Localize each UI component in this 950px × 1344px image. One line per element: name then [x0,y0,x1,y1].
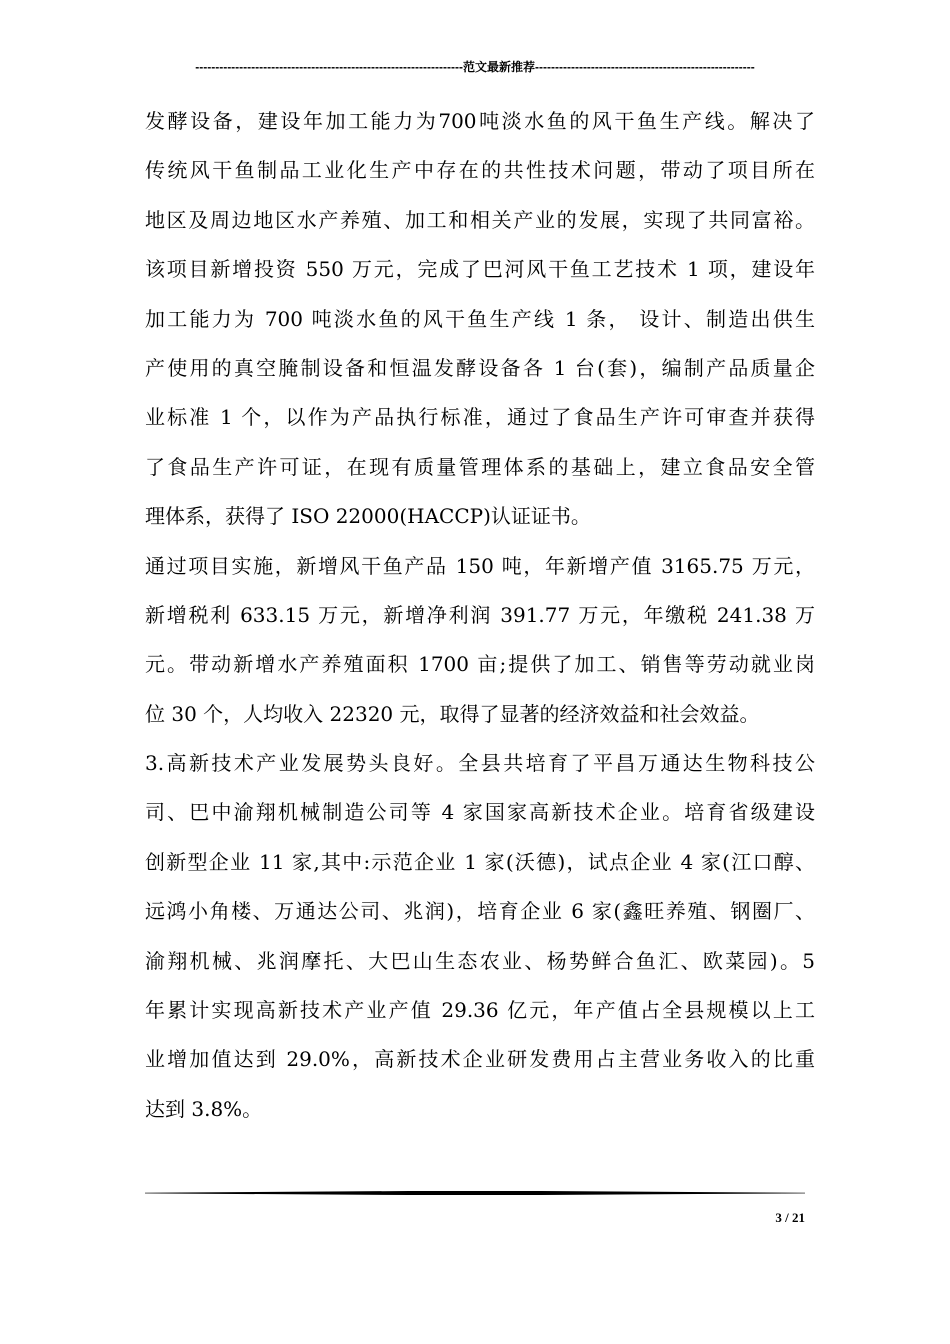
document-body [145,97,815,1134]
text-line: 加工能力为 700 吨淡水鱼的风干鱼生产线 1 条， 设计、制造出供生 [145,306,815,331]
header-left-rule: ------------------------------------------------------------------- [195,60,463,74]
text-line: 地区及周边地区水产养殖、加工和相关产业的发展，实现了共同富裕。 [145,207,815,232]
text-line: 新增税利 633.15 万元，新增净利润 391.77 万元，年缴税 241.38 万 [145,602,815,627]
text-line: 通过项目实施，新增风干鱼产品 150 吨，年新增产值 3165.75 万元， [145,553,815,578]
text-line: 业标准 1 个，以作为产品执行标准，通过了食品生产许可审查并获得 [145,405,815,430]
paragraph-project [145,97,815,542]
text-line: 了食品生产许可证，在现有质量管理体系的基础上，建立食品安全管 [145,454,815,479]
text-line: 传统风干鱼制品工业化生产中存在的共性技术问题，带动了项目所在 [145,158,815,183]
text-line: 年累计实现高新技术产业产值 29.36 亿元，年产值占全县规模以上工 [145,998,815,1023]
text-line: 远鸿小角楼、万通达公司、兆润)，培育企业 6 家(鑫旺养殖、钢圈厂、 [145,899,815,924]
text-line: 达到 3.8%。 [145,1096,263,1121]
text-line: 位 30 个，人均收入 22320 元，取得了显著的经济效益和社会效益。 [145,701,760,726]
footer-divider [145,1191,805,1195]
text-line: 发酵设备，建设年加工能力为700吨淡水鱼的风干鱼生产线。解决了 [145,109,815,133]
text-line: 该项目新增投资 550 万元，完成了巴河风干鱼工艺技术 1 项，建设年 [145,257,815,282]
paragraph-high-tech [145,739,815,1134]
text-line: 业增加值达到 29.0%，高新技术企业研发费用占主营业务收入的比重 [145,1047,815,1072]
text-line: 元。带动新增水产养殖面积 1700 亩;提供了加工、销售等劳动就业岗 [145,652,815,677]
paragraph-results [145,542,815,740]
page-header [145,57,805,77]
text-line: 创新型企业 11 家,其中:示范企业 1 家(沃德)，试点企业 4 家(江口醇、 [145,849,815,874]
header-title: 范文最新推荐 [462,60,535,74]
header-right-rule: ------------------------------------------------------- [534,60,755,74]
text-line: 渝翔机械、兆润摩托、大巴山生态农业、杨势鲜合鱼汇、欧菜园)。5 [145,948,815,973]
page-number: 3 / 21 [775,1210,805,1225]
text-line: 3.高新技术产业发展势头良好。全县共培育了平昌万通达生物科技公 [145,751,815,776]
text-line: 理体系，获得了 ISO 22000(HACCP)认证证书。 [145,504,591,529]
text-line: 产使用的真空腌制设备和恒温发酵设备各 1 台(套)，编制产品质量企 [145,355,815,380]
text-line: 司、巴中渝翔机械制造公司等 4 家国家高新技术企业。培育省级建设 [145,800,815,825]
